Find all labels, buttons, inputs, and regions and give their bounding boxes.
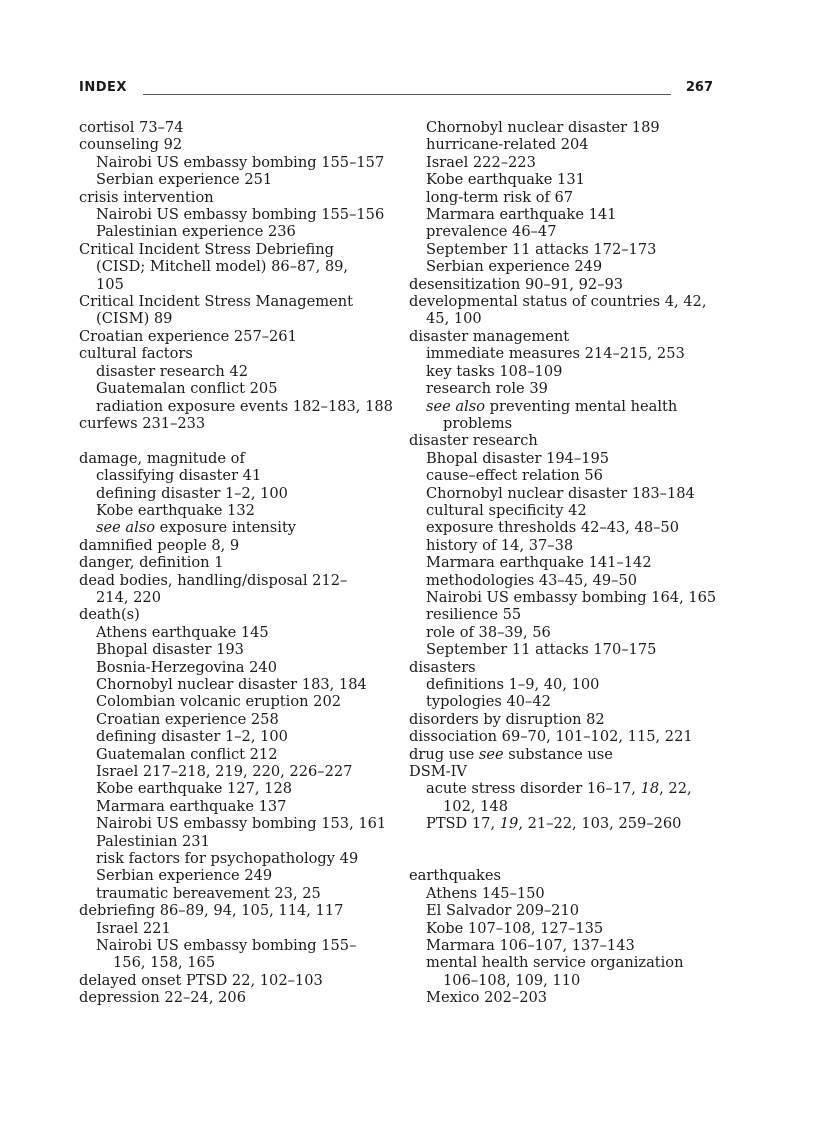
index-entry [79,189,389,206]
index-subentry [409,572,709,589]
entry-text: definitions 1–9, 40, 100 [426,676,600,693]
entry-text: history of 14, 37–38 [426,536,574,554]
entry-text: defining disaster 1–2, 100 [96,728,288,746]
entry-text: Bhopal disaster 193 [96,641,244,659]
index-entry [409,728,709,745]
entry-text: Critical Incident Stress Debriefing [79,240,334,258]
index-subentry [409,989,709,1006]
index-subentry [79,937,389,972]
entry-text: September 11 attacks 170–175 [426,641,657,659]
index-entry [409,763,709,780]
index-subentry [79,693,389,710]
index-subentry [79,171,389,188]
index-subentry [409,223,709,240]
entry-text: September 11 attacks 172–173 [426,240,657,258]
entry-text: resilience 55 [426,606,522,624]
entry-text: damage, magnitude of [79,449,245,467]
index-entry [79,450,389,467]
index-subentry [79,763,389,780]
entry-text: PTSD 17, [426,815,500,833]
running-head-rule [143,94,671,95]
index-subentry [79,659,389,676]
entry-text: long-term risk of 67 [426,188,574,206]
entry-text: role of 38–39, 56 [426,623,551,641]
entry-text: Marmara earthquake 141 [426,206,617,224]
index-entry [79,537,389,554]
entry-text: drug use [409,745,479,763]
index-subentry [409,136,709,153]
entry-text: Athens earthquake 145 [96,623,269,641]
index-subentry [409,902,709,919]
index-subentry [79,850,389,867]
entry-text: , 21–22, 103, 259–260 [518,815,682,833]
entry-text: dissociation 69–70, 101–102, 115, 221 [409,728,693,746]
index-subentry [409,502,709,519]
entry-text: cortisol 73–74 [79,119,184,136]
entry-text: dead bodies, handling/disposal 212– [79,571,348,589]
entry-text: substance use [503,745,613,763]
entry-text: mental health service organization [426,954,684,972]
index-subentry [79,920,389,937]
index-subentry [409,554,709,571]
index-subentry [79,780,389,797]
entry-text: developmental status of countries 4, 42, [409,293,707,311]
index-subentry [409,380,709,397]
index-entry [409,659,709,676]
running-head [79,80,713,100]
entry-text: acute stress disorder 16–17, [426,780,641,798]
index-subentry [409,467,709,484]
entry-text: disasters [409,658,476,676]
index-subentry [79,502,389,519]
entry-text: disaster research [409,432,538,450]
entry-text: Critical Incident Stress Management [79,293,353,311]
entry-text: Nairobi US embassy bombing 155–156 [96,206,385,224]
index-subentry [79,815,389,832]
index-subentry [79,397,393,415]
index-subentry [409,258,709,275]
entry-text: hurricane-related 204 [426,136,589,154]
index-subentry [409,588,717,606]
index-entry [79,554,389,571]
entry-text: El Salvador 209–210 [426,902,580,920]
index-subentry [79,154,389,171]
index-entry [409,328,709,345]
index-entry [409,746,709,763]
entry-text: Kobe earthquake 131 [426,171,585,189]
entry-text: 106–108, 109, 110 [443,971,581,989]
italic-page-ref: 19 [499,815,519,833]
index-subentry [79,223,389,240]
index-subentry [79,746,389,763]
index-subentry [409,206,709,223]
index-entry [79,972,389,989]
entry-text: Palestinian experience 236 [96,223,296,241]
entry-text: 214, 220 [96,588,161,606]
entry-text: defining disaster 1–2, 100 [96,484,288,502]
entry-text: Croatian experience 257–261 [79,327,297,345]
entry-text: desensitization 90–91, 92–93 [409,275,624,293]
index-subentry [409,624,709,641]
index-subentry [409,676,709,693]
index-subentry [79,485,389,502]
entry-text: Marmara earthquake 141–142 [426,554,652,572]
entry-text: Nairobi US embassy bombing 155–157 [96,153,385,171]
index-subentry [409,815,709,832]
index-subentry [409,937,709,954]
index-subentry [409,345,709,362]
entry-text: prevalence 46–47 [426,223,557,241]
entry-text: , 22, [659,780,692,798]
letter-group-gap [409,850,709,867]
index-subentry [409,606,709,623]
index-subentry [409,398,709,433]
index-subentry [409,780,709,815]
entry-text: 156, 158, 165 [113,954,216,972]
entry-text: Guatemalan conflict 205 [96,380,278,398]
entry-text: typologies 40–42 [426,693,551,711]
entry-text: Nairobi US embassy bombing 155– [96,937,357,955]
entry-text: depression 22–24, 206 [79,989,246,1007]
index-entry [409,867,709,884]
page-number: 267 [685,80,713,95]
entry-text: preventing mental health [485,397,678,415]
entry-text: Bosnia-Herzegovina 240 [96,658,277,676]
entry-text: 45, 100 [426,310,482,328]
index-subentry [409,920,709,937]
see-also-label: see [478,745,504,763]
index-subentry [79,467,389,484]
entry-text: damnified people 8, 9 [79,536,240,554]
entry-text: Nairobi US embassy bombing 153, 161 [96,815,387,833]
index-entry [79,902,389,919]
index-subentry [79,798,389,815]
entry-text: exposure intensity [155,519,297,537]
entry-text: crisis intervention [79,188,214,206]
index-subentry [409,485,709,502]
entry-text: counseling 92 [79,136,183,154]
index-subentry [409,519,709,536]
entry-text: cultural specificity 42 [426,501,587,519]
entry-text: Chornobyl nuclear disaster 189 [426,119,660,136]
entry-text: Bhopal disaster 194–195 [426,449,610,467]
index-column-right [409,119,717,1007]
entry-text: Chornobyl nuclear disaster 183–184 [426,484,695,502]
entry-text: danger, definition 1 [79,554,224,572]
entry-text: risk factors for psychopathology 49 [96,850,359,868]
index-subentry [409,241,709,258]
entry-text: Kobe earthquake 127, 128 [96,780,293,798]
index-subentry [409,363,709,380]
entry-text: disaster research 42 [96,362,249,380]
entry-text: Israel 217–218, 219, 220, 226–227 [96,763,353,781]
index-entry [79,606,389,623]
entry-text: disaster management [409,327,570,345]
entry-text: Kobe earthquake 132 [96,501,255,519]
entry-text: Palestinian 231 [96,832,210,850]
entry-text: key tasks 108–109 [426,362,563,380]
entry-text: DSM-IV [409,763,467,781]
index-subentry [409,119,709,136]
see-also-label: see also [96,519,156,537]
entry-text: Mexico 202–203 [426,989,548,1007]
index-subentry [79,728,389,745]
entry-text: (CISD; Mitchell model) 86–87, 89, [96,258,349,276]
index-subentry [409,641,709,658]
index-subentry [409,450,709,467]
entry-text: Marmara 106–107, 137–143 [426,937,635,955]
entry-text: curfews 231–233 [79,414,206,432]
index-subentry [79,833,389,850]
index-subentry [79,676,389,693]
index-entry [79,293,389,328]
index-entry [409,276,709,293]
index-entry [79,136,389,153]
entry-text: Israel 221 [96,919,171,937]
entry-text: Chornobyl nuclear disaster 183, 184 [96,675,367,693]
see-also-label: see also [426,397,486,415]
entry-text: Nairobi US embassy bombing 164, 165 [426,588,717,606]
entry-text: earthquakes [409,867,501,885]
index-subentry [79,206,389,223]
entry-text: exposure thresholds 42–43, 48–50 [426,519,679,537]
index-subentry [409,154,709,171]
italic-page-ref: 18 [640,780,660,798]
index-entry [409,711,709,728]
entry-text: Colombian volcanic eruption 202 [96,693,342,711]
entry-text: debriefing 86–89, 94, 105, 114, 117 [79,902,344,920]
index-entry [79,328,389,345]
index-subentry [79,641,389,658]
index-entry [79,989,389,1006]
index-subentry [79,363,389,380]
entry-text: (CISM) 89 [96,310,173,328]
entry-text: Serbian experience 249 [96,867,273,885]
index-entry [79,241,389,293]
index-entry [79,345,389,362]
index-subentry [79,885,389,902]
entry-text: Croatian experience 258 [96,710,279,728]
index-subentry [409,189,709,206]
index-subentry [409,954,709,989]
index-subentry [79,380,389,397]
entry-text: Serbian experience 251 [96,171,273,189]
index-subentry [79,624,389,641]
entry-text: Marmara earthquake 137 [96,797,287,815]
entry-text: Guatemalan conflict 212 [96,745,278,763]
entry-text: Athens 145–150 [426,884,545,902]
index-entry [409,293,709,328]
entry-text: 105 [96,275,124,293]
letter-group-gap [409,833,709,850]
entry-text: Israel 222–223 [426,153,536,171]
entry-text: Serbian experience 249 [426,258,603,276]
index-entry [79,572,389,607]
index-subentry [79,867,389,884]
entry-text: research role 39 [426,380,548,398]
index-subentry [409,171,709,188]
entry-text: problems [443,414,513,432]
entry-text: traumatic bereavement 23, 25 [96,884,321,902]
index-subentry [409,693,709,710]
entry-text: disorders by disruption 82 [409,710,605,728]
entry-text: radiation exposure events 182–183, 188 [96,397,393,415]
index-entry [79,119,389,136]
letter-group-gap [79,432,389,449]
entry-text: delayed onset PTSD 22, 102–103 [79,971,323,989]
entry-text: 102, 148 [443,797,508,815]
index-column-left [79,119,393,1007]
index-subentry [409,537,709,554]
entry-text: cause–effect relation 56 [426,467,603,485]
entry-text: cultural factors [79,345,193,363]
running-head-title: INDEX [79,80,127,95]
index-entry [409,432,709,449]
index-subentry [79,711,389,728]
entry-text: classifying disaster 41 [96,467,262,485]
index-subentry [79,519,389,536]
index-subentry [409,885,709,902]
index-entry [79,415,389,432]
entry-text: methodologies 43–45, 49–50 [426,571,638,589]
entry-text: Kobe 107–108, 127–135 [426,919,604,937]
entry-text: death(s) [79,606,140,624]
entry-text: immediate measures 214–215, 253 [426,345,685,363]
